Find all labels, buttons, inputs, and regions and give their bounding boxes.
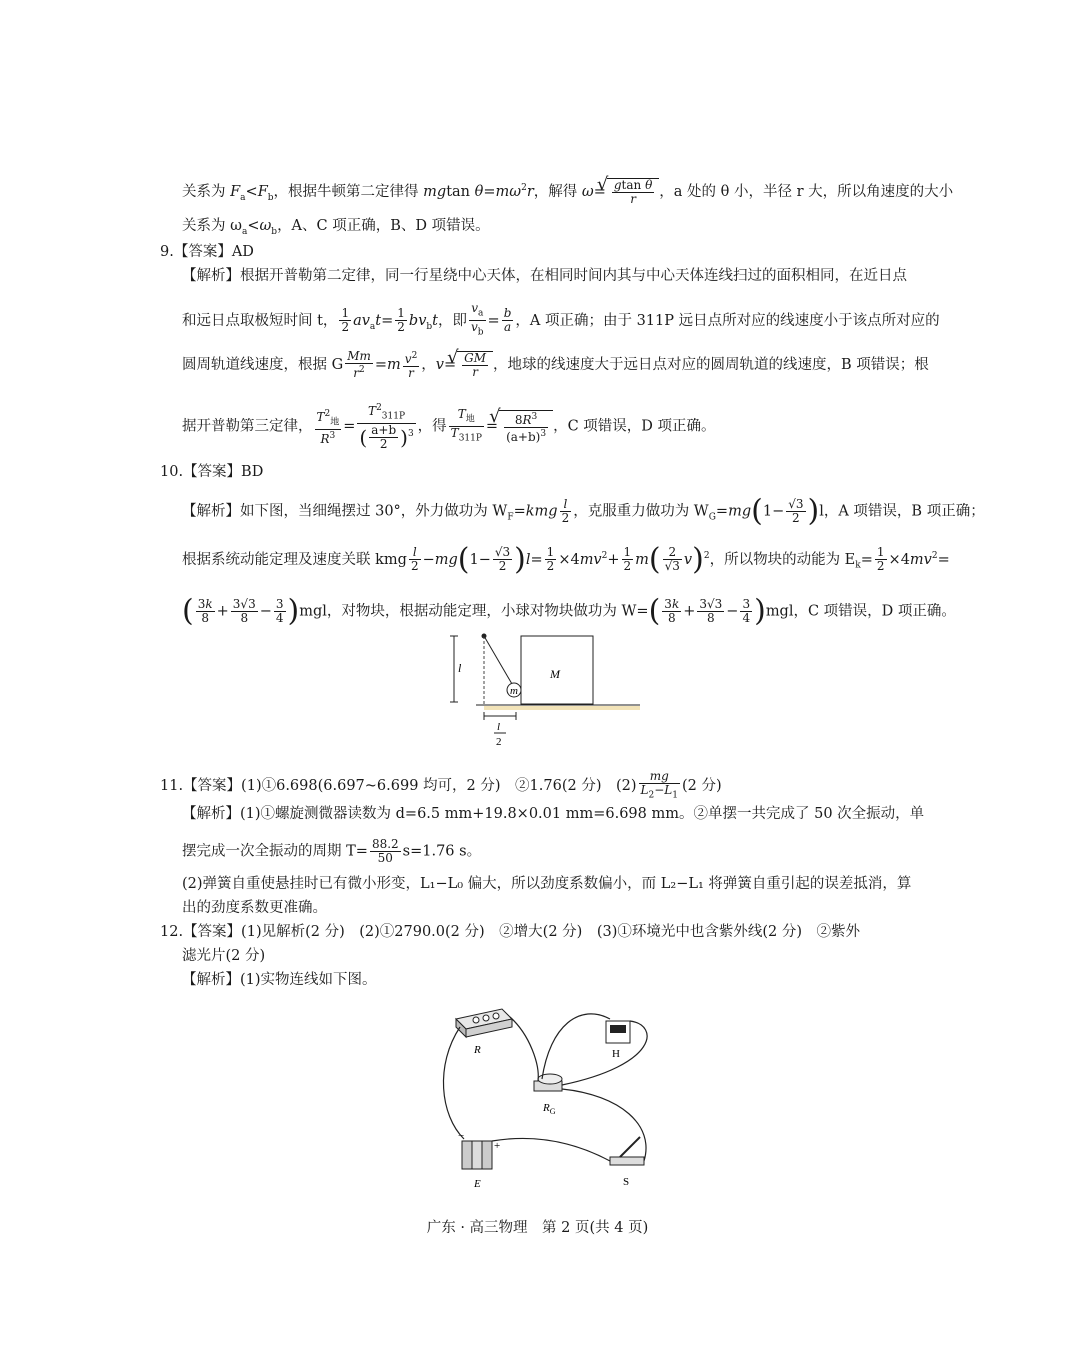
ground-hatch <box>484 706 640 710</box>
half-l-num: l <box>497 721 501 733</box>
q9-answer: 9.【答案】AD <box>160 244 254 260</box>
E-label: E <box>474 1178 481 1190</box>
q10-line2: 根据系统动能定理及速度关联 kmg $\frac{l}{2}$ −mg(1− $\frac{√3}{2}$ )l= $\frac{1}{2}$ $\times 4mv^2+$ $\frac{1}{2}$ m( $\frac{2}{√3}$ v)$^2$，所以物块的动能为 $E_k=$ $\frac{1}{2}$ $\times 4mv^2=$ <box>182 541 950 577</box>
battery-plus: + <box>494 1140 501 1152</box>
battery-minus: − <box>458 1130 465 1142</box>
q11-line3: (2)弹簧自重使悬挂时已有微小形变，L₁−L₀ 偏大，所以劲度系数偏小，而 L₂−L₁ 将弹簧自重引起的误差抵消，算 <box>182 876 912 892</box>
q12-answer-line1: 12.【答案】(1)见解析(2 分) (2)①2790.0(2 分) ②增大(2 分) (3)①环境光中也含紫外线(2 分) ②紫外 <box>160 924 861 940</box>
q12-answer-line2: 滤光片(2 分) <box>182 948 266 964</box>
q9-line3: 圆周轨道线速度，根据 G $\frac{Mm}{r^2}$ =m $\frac{v^2}{r}$ ，v= √ $\frac{GM}{r}$ ，地球的线速度大于远日点对应的圆周轨道的线速度，B 项错误；根 <box>182 350 1075 380</box>
q8-line1: 关系为 $F_a<F_b$，根据牛顿第二定律得 mgtan $\theta=m\omega^2r$，解得 ω= √ $\frac{\text{gtan θ}}{r}$ ，a 处的 θ 小，半径 r 大，所以角速度的大小 <box>182 178 1075 208</box>
q11-line4: 出的劲度系数更准确。 <box>182 900 327 916</box>
half-l-den: 2 <box>496 736 502 748</box>
RG-label: $R_G$ <box>543 1102 556 1116</box>
q9-line1: 【解析】根据开普勒第二定律，同一行星绕中心天体，在相同时间内其与中心天体连线扫过的面积相同，在近日点 <box>182 268 907 284</box>
S-label: S <box>623 1176 630 1188</box>
meter-H <box>606 1021 630 1043</box>
battery-E <box>462 1141 492 1169</box>
pendulum-block-figure <box>440 628 640 748</box>
l-label: l <box>458 661 462 675</box>
q10-line3: ( $\frac{3k}{8}$ + $\frac{3√3}{8}$ − $\frac{3}{4}$ )mgl，对物块，根据动能定理，小球对物块做功为 W=( $\frac{3k}{8}$ + $\frac{3√3}{8}$ − $\frac{3}{4}$ )mgl，C 项错误，D 项正确。 <box>182 593 956 629</box>
page-footer: 广东 · 高三物理 第 2 页(共 4 页) <box>426 1220 649 1236</box>
switch-S <box>610 1137 644 1165</box>
pendulum-string <box>484 636 512 684</box>
q11-line2: 摆完成一次全振动的周期 T= $\frac{88.2}{50}$ s=1.76 s。 <box>182 837 482 865</box>
m-label: m <box>510 685 518 697</box>
circuit-figure <box>430 1005 670 1195</box>
q9-line2: 和远日点取极短时间 t， $\frac{1}{2}$ $av_at=$ $\frac{1}{2}$ $bv_bt$，即 $\frac{v_a}{v_b}$ = $\frac{b}{a}$ ，A 项正确；由于 311P 远日点所对应的线速度小于该点所对应的 <box>182 301 940 338</box>
q9-line4: 据开普勒第三定律， $\frac{T^2_地}{R^3}$ = $T^2_{311P}$ ( $\frac{a+b}{2}$ )$^3$ ，得 $\frac{T_地}{T_{311P}}$ = √ $\frac{8R^3}{(a+b)^3}$ ，C 项错误，D 项正确。 <box>182 402 1075 451</box>
resistance-box-R <box>456 1009 512 1037</box>
R-label: R <box>474 1044 481 1056</box>
q12-analysis: 【解析】(1)实物连线如下图。 <box>182 972 377 988</box>
q11-line1: 【解析】(1)①螺旋测微器读数为 d=6.5 mm+19.8×0.01 mm=6.698 mm。②单摆一共完成了 50 次全振动，单 <box>182 806 925 822</box>
q11-answer: 11.【答案】(1)①6.698(6.697~6.699 均可，2 分) ②1.76(2 分) (2) $\frac{mg}{L_2-L_1}$ (2 分) <box>160 769 722 801</box>
H-label: H <box>612 1048 620 1060</box>
q10-line1: 【解析】如下图，当细绳摆过 30°，外力做功为 $W_F=kmg$ $\frac{l}{2}$ ，克服重力做功为 $W_G=mg(1-$ $\frac{√3}{2}$ )l，A 项错误，B 项正确； <box>182 493 985 529</box>
M-label: M <box>550 667 560 681</box>
q10-answer: 10.【答案】BD <box>160 464 264 480</box>
q8-line2: 关系为 $\omega_a<\omega_b$，A、C 项正确，B、D 项错误。 <box>182 218 490 237</box>
